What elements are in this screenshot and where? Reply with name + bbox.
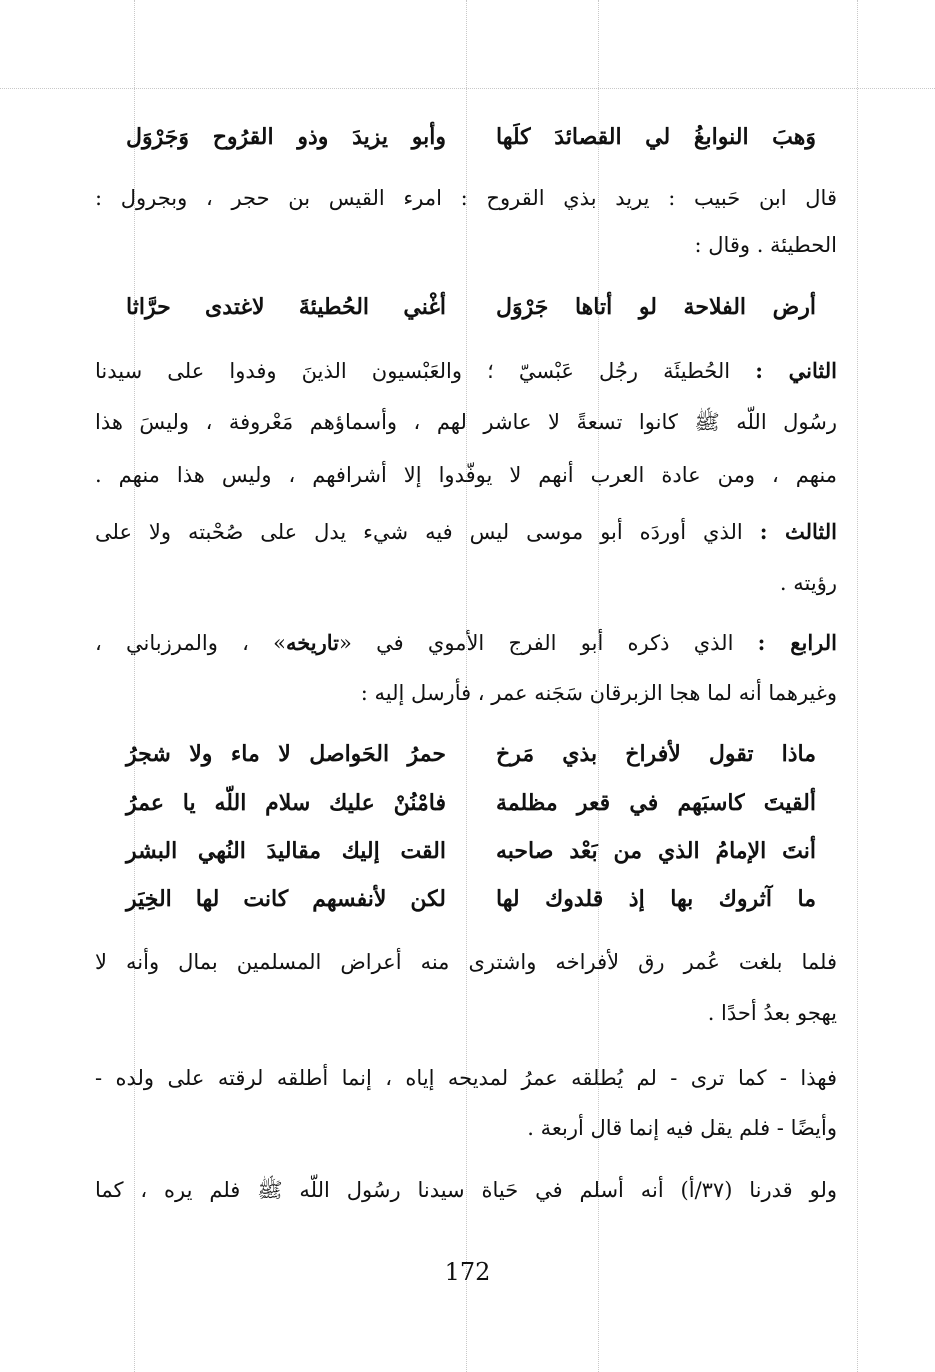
section-heading: الرابع : [757,630,837,655]
verse-hemistich: لكن لأنفسهم كانت لها الخِيَر [126,886,446,912]
text-line [95,517,837,547]
verse-line [126,737,816,771]
text-line: فلما بلغت عُمر رق لأفراخه واشترى منه أعراض المسلمين بمال وأنه لا [95,950,837,974]
section-heading: الثالث : [759,519,837,544]
verse-line [126,786,816,820]
verse-hemistich: وأبو يزيدَ وذو القرُوح وَجَرْوَل [126,124,446,150]
verse-hemistich: أنتَ الإمامُ الذي من بَعْد صاحبه [496,838,816,864]
text-line: وأيضًا - فلم يقل فيه إنما قال أربعة . [527,1116,837,1140]
text-line: رسُول اللّه ﷺ كانوا تسعةً لا عاشر لهم ، وأسماؤهم مَعْروفة ، وليسَ هذا [95,410,837,434]
verse-hemistich: أرض الفلاحة لو أتاها جَرْوَل [496,294,816,320]
verse-hemistich: فامْنُنْ عليك سلام اللّه يا عمرُ [126,790,446,816]
verse-line [126,882,816,916]
paragraph-text: الذي ذكره أبو الفرج الأموي في « [339,631,734,655]
verse-hemistich: ما آثروك بها إذ قلدوك لها [496,886,816,912]
text-line [95,356,837,386]
text-line: فهذا - كما ترى - لم يُطلقه عمرُ لمديحه إياه ، إنما أطلقه لرقته على ولده - [95,1066,837,1090]
text-line: الحطيئة . وقال : [694,233,837,257]
text-line: ولو قدرنا (٣٧/أ) أنه أسلم في حَياة سيدنا رسُول اللّه ﷺ فلم يره ، كما [95,1178,837,1202]
text-line: رؤيته . [779,571,837,595]
guide-line [0,88,935,89]
verse-hemistich: أغْني الحُطيئةَ لاغتدى حرَّاثا [126,294,446,320]
verse-line [126,834,816,868]
paragraph-text: الحُطيئَة رجُل عَبْسيّ ؛ والعَبْسيون الذينَ وفدوا على سيدنا [95,359,731,383]
paragraph-text: » ، والمرزباني ، [95,631,286,655]
text-line: يهجو بعدُ أحدًا . [707,1001,837,1025]
verse-line [126,290,816,324]
verse-hemistich: حمرُ الحَواصل لا ماء ولا شجرُ [126,741,446,767]
verse-hemistich: ألقيتَ كاسبَهم في قعر مظلمة [496,790,816,816]
verse-hemistich: وَهبَ النوابغُ لي القصائدَ كلَها [496,124,816,150]
text-line: وغيرهما أنه لما هجا الزبرقان سَجَنه عمر ، فأرسل إليه : [360,681,837,705]
paragraph-text: الذي أوردَه أبو موسى ليس فيه شيء يدل على صُحْبته ولا على [95,520,743,544]
text-line: منهم ، ومن عادة العرب أنهم لا يوفّدوا إلا أشرافهم ، وليس هذا منهم . [95,463,837,487]
text-line [95,628,837,658]
page-number: 172 [444,1258,491,1286]
text-line: قال ابن حَبيب : يريد بذي القروح : امرء القيس بن حجر ، وبجرول : [95,186,837,210]
verse-line [126,120,816,154]
book-title: تاريخه [285,630,340,655]
section-heading: الثاني : [755,358,837,383]
verse-hemistich: القت إليك مقاليدَ النُهي البشر [126,838,446,864]
guide-line [857,0,858,1372]
verse-hemistich: ماذا تقول لأفراخ بذي مَرخ [496,741,816,767]
